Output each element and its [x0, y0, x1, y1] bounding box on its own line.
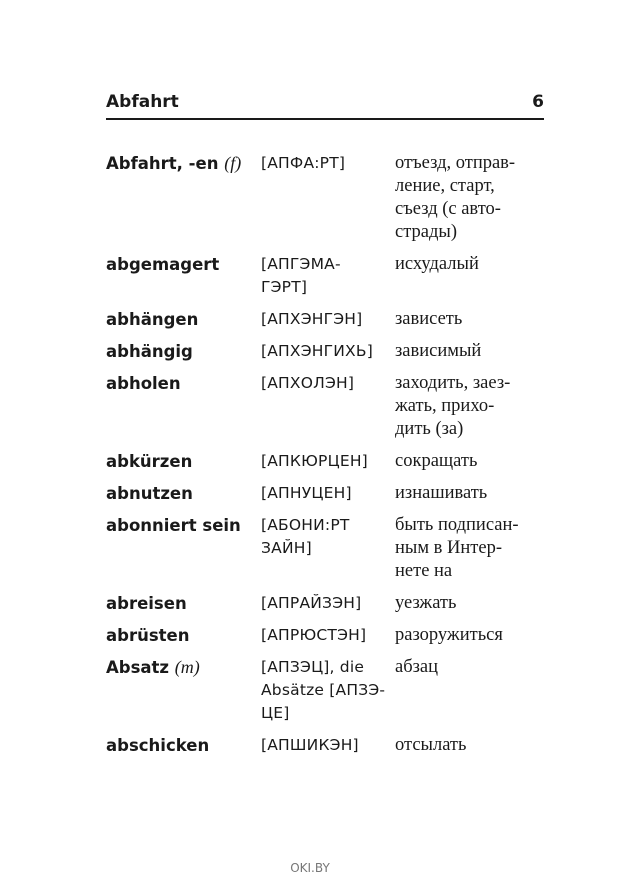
translation: [395, 308, 545, 331]
translation-line: жать, прихо-: [395, 396, 495, 416]
entry-abschicken: [106, 734, 546, 757]
translation-line: уезжать: [395, 593, 457, 613]
entry-abhaengig: [106, 340, 546, 363]
translation-line: страды): [395, 222, 457, 242]
pronunciation: [261, 340, 395, 363]
pronunciation-line: [АБОНИ:РТ: [261, 516, 350, 534]
headword-text: abgemagert: [106, 255, 220, 274]
headword-text: Absatz: [106, 658, 170, 677]
pronunciation-line: Absätze [АПЗЭ-: [261, 681, 386, 699]
translation-line: сокращать: [395, 451, 478, 471]
translation-line: нете на: [395, 561, 453, 581]
entry-abkuerzen: [106, 450, 546, 473]
translation-line: зависеть: [395, 309, 463, 329]
headword-text: Abfahrt, -en: [106, 154, 219, 173]
entry-abhaengen: [106, 308, 546, 331]
translation: [395, 624, 545, 647]
pronunciation-line: [АПШИКЭН]: [261, 736, 359, 754]
entry-abruesten: [106, 624, 546, 647]
pronunciation: [261, 482, 395, 505]
pronunciation-line: [АПРАЙЗЭН]: [261, 594, 362, 612]
pronunciation: [261, 734, 395, 757]
gender-marker: (m): [174, 657, 200, 677]
translation-line: отъезд, отправ-: [395, 153, 516, 173]
headword: [106, 308, 261, 331]
pronunciation: [261, 624, 395, 647]
pronunciation-line: [АПРЮСТЭН]: [261, 626, 367, 644]
pronunciation: [261, 514, 395, 560]
pronunciation-line: [АПХОЛЭН]: [261, 374, 355, 392]
pronunciation: [261, 152, 395, 175]
translation: [395, 152, 545, 244]
translation: [395, 340, 545, 363]
entry-abreisen: [106, 592, 546, 615]
pronunciation-line: [АПЗЭЦ], die: [261, 658, 365, 676]
translation-line: абзац: [395, 657, 439, 677]
gender-marker: (f): [224, 153, 242, 173]
headword: [106, 514, 261, 537]
pronunciation: [261, 592, 395, 615]
headword-text: abholen: [106, 374, 181, 393]
headword: [106, 656, 261, 679]
watermark: OKI.BY: [290, 861, 330, 875]
headword-text: abkürzen: [106, 452, 193, 471]
translation-line: дить (за): [395, 419, 464, 439]
entry-list: [106, 152, 546, 757]
headword-text: abonniert sein: [106, 516, 241, 535]
translation: [395, 592, 545, 615]
headword: [106, 253, 261, 276]
headword: [106, 340, 261, 363]
translation-line: разоружиться: [395, 625, 503, 645]
pronunciation: [261, 656, 395, 725]
translation: [395, 253, 545, 276]
headword: [106, 734, 261, 757]
entry-abnutzen: [106, 482, 546, 505]
headword: [106, 152, 261, 175]
pronunciation-line: ГЭРТ]: [261, 278, 308, 296]
translation-line: изнашивать: [395, 483, 488, 503]
pronunciation-line: ЦЕ]: [261, 704, 290, 722]
headword-text: abschicken: [106, 736, 210, 755]
translation-line: зависимый: [395, 341, 482, 361]
pronunciation-line: [АПХЭНГИХЬ]: [261, 342, 373, 360]
pronunciation: [261, 308, 395, 331]
pronunciation: [261, 253, 395, 299]
translation: [395, 734, 545, 757]
headword: [106, 450, 261, 473]
pronunciation-line: [АПКЮРЦЕН]: [261, 452, 368, 470]
page-header: [106, 90, 544, 120]
entry-absatz: [106, 656, 546, 725]
running-head: Abfahrt: [106, 92, 179, 112]
translation: [395, 656, 545, 679]
translation-line: исхудалый: [395, 254, 479, 274]
translation: [395, 482, 545, 505]
headword-text: abhängen: [106, 310, 199, 329]
entry-abfahrt: [106, 152, 546, 244]
entry-abonniert-sein: [106, 514, 546, 583]
headword-text: abhängig: [106, 342, 193, 361]
translation-line: ным в Интер-: [395, 538, 502, 558]
headword: [106, 592, 261, 615]
headword: [106, 624, 261, 647]
translation-line: быть подписан-: [395, 515, 519, 535]
pronunciation-line: [АПХЭНГЭН]: [261, 310, 363, 328]
pronunciation: [261, 450, 395, 473]
translation: [395, 372, 545, 441]
entry-abholen: [106, 372, 546, 441]
translation-line: отсылать: [395, 735, 467, 755]
translation-line: заходить, заез-: [395, 373, 511, 393]
pronunciation-line: ЗАЙН]: [261, 539, 312, 557]
pronunciation: [261, 372, 395, 395]
pronunciation-line: [АПГЭМА-: [261, 255, 341, 273]
headword-text: abreisen: [106, 594, 187, 613]
page-number: 6: [532, 92, 544, 112]
headword: [106, 372, 261, 395]
translation-line: съезд (с авто-: [395, 199, 501, 219]
headword: [106, 482, 261, 505]
headword-text: abrüsten: [106, 626, 190, 645]
entry-abgemagert: [106, 253, 546, 299]
headword-text: abnutzen: [106, 484, 193, 503]
pronunciation-line: [АПНУЦЕН]: [261, 484, 352, 502]
translation-line: ление, старт,: [395, 176, 495, 196]
translation: [395, 450, 545, 473]
translation: [395, 514, 545, 583]
pronunciation-line: [АПФА:РТ]: [261, 154, 346, 172]
